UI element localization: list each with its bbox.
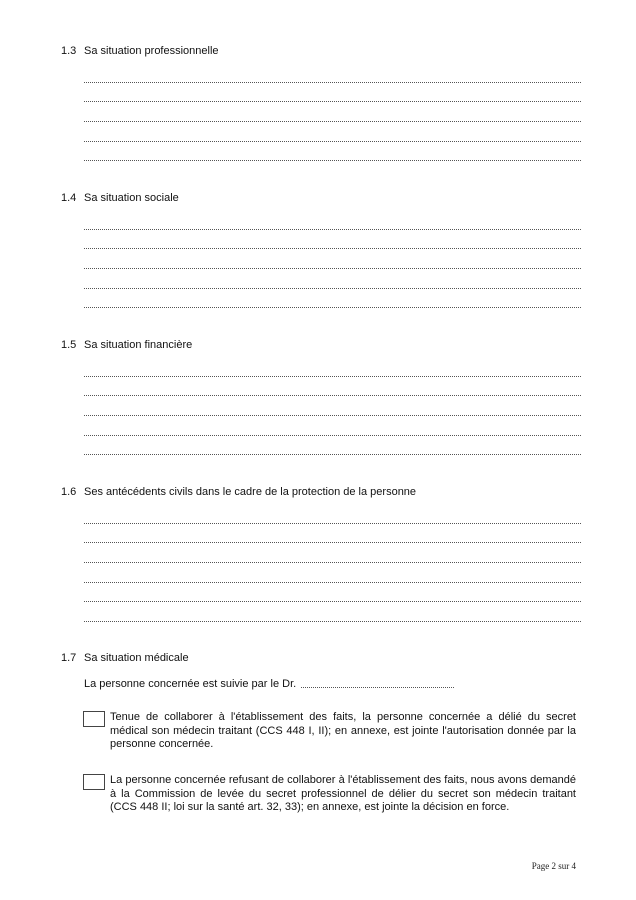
section-civil-history [61,486,581,627]
consent-checkbox[interactable] [83,711,105,727]
option-text: Tenue de collaborer à l'établissement des faits, la personne concernée a délié du secret médical son médecin traitant (CCS 448 I, II); en annexe, est jointe l'autorisation donnée par la personne concernée. [110,711,576,750]
answer-line[interactable] [84,382,581,402]
answer-line[interactable] [84,107,581,127]
section-title: Ses antécédents civils dans le cadre de la protection de la personne [84,486,417,498]
doctor-name-field[interactable] [301,686,454,688]
answer-lines [84,362,581,460]
answer-line[interactable] [84,274,581,294]
answer-lines [84,509,581,627]
section-heading [61,45,581,58]
doctor-row [84,678,581,691]
section-heading [61,486,581,499]
answer-line[interactable] [84,421,581,441]
answer-line[interactable] [84,401,581,421]
medical-option-consent [83,711,579,752]
answer-line[interactable] [84,607,581,627]
section-number: 1.4 [61,192,77,204]
page-number: Page 2 sur 4 [531,861,576,871]
section-heading [61,192,581,205]
answer-line[interactable] [84,147,581,167]
answer-line[interactable] [84,548,581,568]
answer-line[interactable] [84,441,581,461]
section-title: Sa situation sociale [84,192,179,204]
option-text: La personne concernée refusant de collaborer à l'établissement des faits, nous avons demandé à la Commission de levée du secret professionnel de délier du secret son médecin traitant (CCS 448 II; loi sur la santé art. 32, 33); en annexe, est jointe la décision en force. [110,774,576,813]
section-title: Sa situation professionnelle [84,45,219,57]
answer-lines [84,68,581,166]
answer-line[interactable] [84,362,581,382]
section-title: Sa situation financière [84,339,193,351]
answer-line[interactable] [84,127,581,147]
answer-line[interactable] [84,568,581,588]
answer-line[interactable] [84,509,581,529]
answer-line[interactable] [84,215,581,235]
section-heading [61,339,581,352]
answer-line[interactable] [84,235,581,255]
section-number: 1.7 [61,652,77,664]
refusal-checkbox[interactable] [83,774,105,790]
section-financial [61,339,581,460]
answer-line[interactable] [84,68,581,88]
section-heading [61,652,581,665]
answer-line[interactable] [84,529,581,549]
section-number: 1.5 [61,339,77,351]
section-number: 1.3 [61,45,77,57]
doctor-label: La personne concernée est suivie par le Dr. [84,678,297,690]
section-medical [61,652,581,691]
answer-line[interactable] [84,88,581,108]
answer-lines [84,215,581,313]
section-title: Sa situation médicale [84,652,189,664]
section-professional [61,45,581,166]
medical-option-refusal [83,774,579,815]
answer-line[interactable] [84,254,581,274]
answer-line[interactable] [84,588,581,608]
answer-line[interactable] [84,294,581,314]
section-social [61,192,581,313]
section-number: 1.6 [61,486,77,498]
